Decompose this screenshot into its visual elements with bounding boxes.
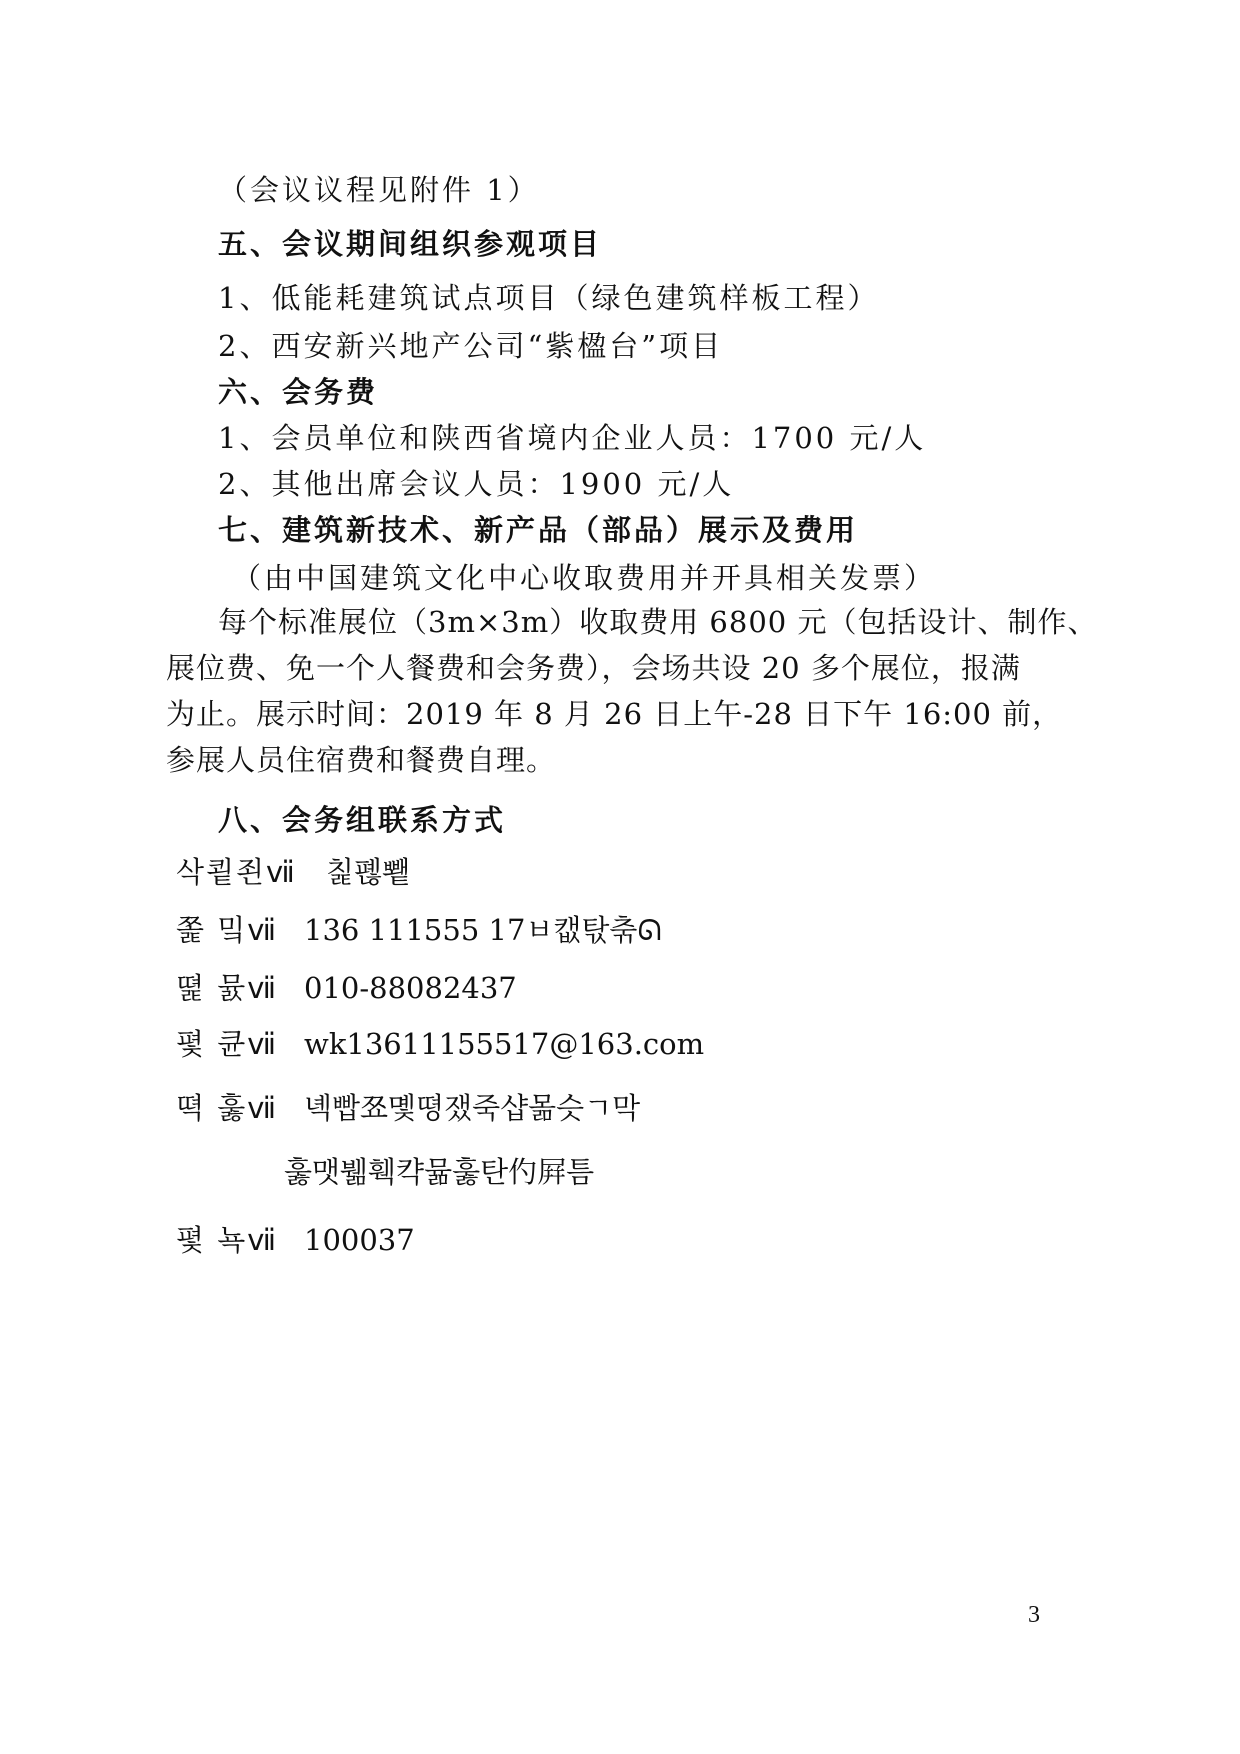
section5-item-2: 2、西安新兴地产公司“紫楹台”项目 [218, 329, 724, 363]
contact-row-postcode [176, 1220, 415, 1260]
section7-note: （由中国建筑文化中心收取费用并开具相关发票） [232, 561, 937, 595]
contact-label: 삭쿁죈ⅶ [176, 855, 297, 889]
section5-item-1: 1、低能耗建筑试点项目（绿色建筑样板工程） [218, 281, 880, 315]
contact-row-mobile [176, 910, 662, 950]
contact-value: 훓맷뷂훽캭뮮훓탄仢屛틈 [284, 1155, 595, 1189]
contact-label: 뗙 훓ⅶ [176, 1091, 278, 1125]
contact-label: 뗥 뮰ⅶ [176, 971, 278, 1005]
section7-heading: 七、建筑新技术、新产品（部品）展示及费用 [218, 513, 859, 547]
section7-paragraph-line-2: 展位费、免一个人餐费和会务费），会场共设 20 多个展位，报满 [166, 651, 1021, 685]
contact-row-phone [176, 968, 517, 1008]
section6-heading: 六、会务费 [218, 375, 379, 409]
section8-heading: 八、会务组联系方式 [218, 803, 507, 837]
section7-paragraph-line-3: 为止。展示时间：2019 年 8 月 26 日上午-28 日下午 16:00 前， [166, 697, 1063, 731]
contact-label: 폋 뇩ⅶ [176, 1223, 278, 1257]
section5-heading: 五、会议期间组织参观项目 [218, 227, 603, 261]
contact-value: 녝빱쬬몣뗭쟀죽샵몲슷ㄱ막 [304, 1091, 641, 1125]
contact-row-address-continued [284, 1152, 594, 1192]
contact-label: 폋 큔ⅶ [176, 1027, 278, 1061]
contact-value: 136 111555 17ㅂ캢탃춖ᘏ [304, 913, 662, 947]
section7-paragraph-line-4: 参展人员住宿费和餐费自理。 [166, 743, 557, 777]
contact-value: 010-88082437 [304, 971, 517, 1005]
page-number: 3 [1028, 1602, 1040, 1628]
contact-row-person [176, 852, 410, 892]
agenda-note: （会议议程见附件 1） [218, 173, 540, 207]
section7-paragraph-line-1: 每个标准展位（3m×3m）收取费用 6800 元（包括设计、制作、 [218, 605, 1098, 639]
contact-value: wk13611155517@163.com [304, 1027, 705, 1061]
section6-item-1: 1、会员单位和陕西省境内企业人员：1700 元/人 [218, 421, 927, 455]
contact-row-email [176, 1024, 704, 1064]
section6-item-2: 2、其他出席会议人员：1900 元/人 [218, 467, 735, 501]
contact-label: 쫉 밐ⅶ [176, 913, 278, 947]
contact-value: 100037 [304, 1223, 415, 1257]
contact-row-address [176, 1088, 640, 1128]
contact-value: 칥폖뾑 [326, 855, 411, 889]
